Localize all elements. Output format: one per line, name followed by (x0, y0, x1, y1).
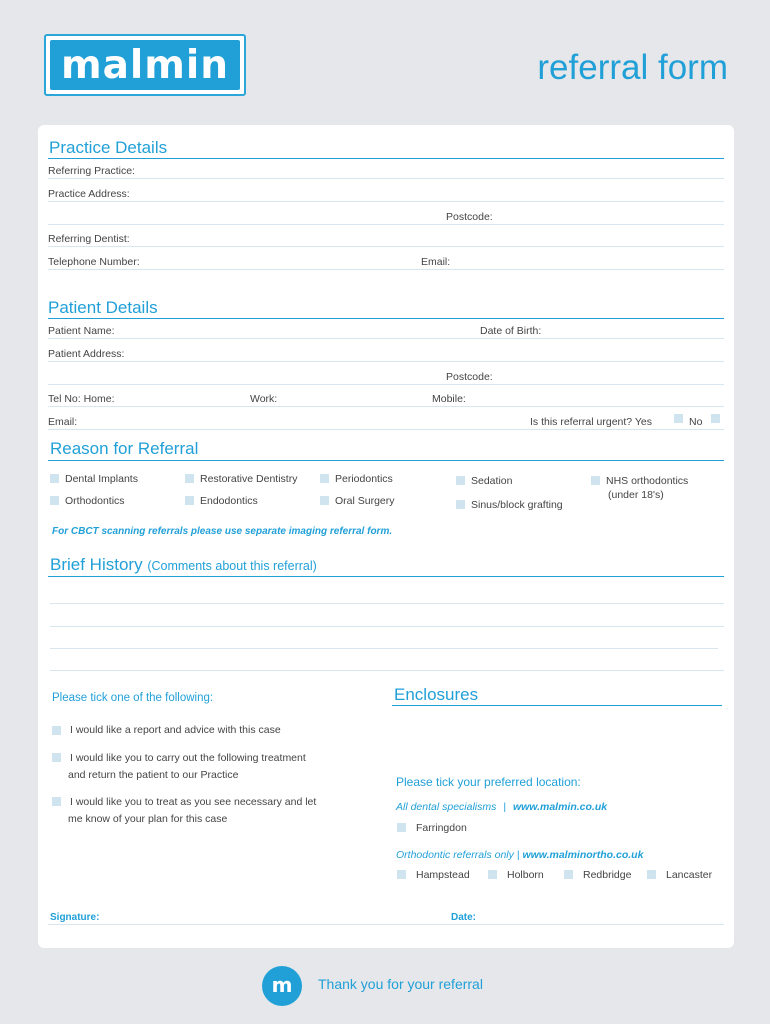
carry-out-treatment-checkbox[interactable] (52, 753, 61, 762)
thank-you-message: Thank you for your referral (318, 976, 483, 992)
holborn-checkbox[interactable] (488, 870, 497, 879)
history-line-3[interactable] (50, 648, 718, 649)
ortho-referrals-line (396, 849, 643, 861)
patient-name-label: Patient Name: (48, 325, 115, 337)
nhs-ortho-sublabel: (under 18's) (608, 489, 664, 501)
dental-implants-checkbox[interactable] (50, 474, 59, 483)
oral-surgery-label: Oral Surgery (335, 495, 395, 507)
signature-label: Signature: (50, 912, 100, 923)
enclosures-heading-rule (392, 705, 722, 706)
tel-mobile-label: Mobile: (432, 393, 466, 405)
lancaster-label: Lancaster (666, 869, 713, 881)
urgent-no-label: No (689, 416, 703, 428)
reason-heading-rule (48, 460, 724, 461)
malminortho-website-link[interactable]: www.malminortho.co.uk (522, 849, 644, 861)
practice-email-label: Email: (421, 256, 451, 268)
treat-as-necessary-checkbox[interactable] (52, 797, 61, 806)
patient-email-field[interactable] (48, 429, 724, 430)
history-line-4[interactable] (50, 670, 724, 671)
referring-dentist-label: Referring Dentist: (48, 233, 130, 245)
page-title: referral form (537, 48, 728, 87)
sedation-label: Sedation (471, 475, 513, 487)
all-specialisms-label: All dental specialisms (396, 801, 497, 813)
patient-postcode-label: Postcode: (446, 371, 493, 383)
patient-address-label: Patient Address: (48, 348, 125, 360)
patient-postcode-field[interactable] (48, 384, 724, 385)
sinus-grafting-label: Sinus/block grafting (471, 499, 563, 511)
endodontics-label: Endodontics (200, 495, 258, 507)
malmin-logo (44, 34, 246, 96)
periodontics-checkbox[interactable] (320, 474, 329, 483)
dob-label: Date of Birth: (480, 325, 542, 337)
redbridge-label: Redbridge (583, 869, 632, 881)
reason-heading: Reason for Referral (50, 439, 199, 458)
malmin-website-link[interactable]: www.malmin.co.uk (512, 801, 608, 813)
history-line-2[interactable] (50, 626, 724, 627)
orthodontics-checkbox[interactable] (50, 496, 59, 505)
date-label: Date: (451, 912, 477, 923)
practice-postcode-field[interactable] (48, 224, 724, 225)
dental-implants-label: Dental Implants (65, 473, 138, 485)
nhs-ortho-label: NHS orthodontics (606, 475, 689, 487)
all-specialisms-separator: | (503, 801, 507, 813)
referring-practice-label: Referring Practice: (48, 165, 135, 177)
hampstead-label: Hampstead (416, 869, 470, 881)
tick-heading: Please tick one of the following: (52, 692, 214, 704)
restorative-label: Restorative Dentistry (200, 473, 298, 485)
farringdon-checkbox[interactable] (397, 823, 406, 832)
urgent-no-checkbox[interactable] (711, 414, 720, 423)
cbct-note: For CBCT scanning referrals please use separate imaging referral form. (52, 526, 393, 537)
location-heading: Please tick your preferred location: (396, 775, 581, 789)
periodontics-label: Periodontics (335, 473, 393, 485)
lancaster-checkbox[interactable] (647, 870, 656, 879)
practice-address-field[interactable] (48, 201, 724, 202)
patient-address-field[interactable] (48, 361, 724, 362)
referring-dentist-field[interactable] (48, 246, 724, 247)
patient-email-label: Email: (48, 416, 78, 428)
history-subtitle: (Comments about this referral) (147, 559, 317, 573)
farringdon-label: Farringdon (416, 822, 467, 834)
practice-postcode-label: Postcode: (446, 211, 493, 223)
ortho-referrals-label: Orthodontic referrals only | (396, 849, 520, 861)
redbridge-checkbox[interactable] (564, 870, 573, 879)
endodontics-checkbox[interactable] (185, 496, 194, 505)
practice-heading-rule (48, 158, 724, 159)
practice-details-heading: Practice Details (49, 138, 168, 157)
holborn-label: Holborn (507, 869, 544, 881)
practice-address-label: Practice Address: (48, 188, 130, 200)
history-heading-rule (48, 576, 724, 577)
hampstead-checkbox[interactable] (397, 870, 406, 879)
urgent-label: Is this referral urgent? Yes (530, 416, 652, 428)
telephone-email-field[interactable] (48, 269, 724, 270)
carry-out-treatment-label-2: and return the patient to our Practice (68, 769, 239, 781)
tel-home-label: Tel No: Home: (48, 393, 115, 405)
sinus-grafting-checkbox[interactable] (456, 500, 465, 509)
logo-text: malmin (60, 43, 230, 88)
patient-details-heading: Patient Details (48, 298, 158, 317)
sedation-checkbox[interactable] (456, 476, 465, 485)
report-advice-label: I would like a report and advice with this case (70, 724, 281, 736)
orthodontics-label: Orthodontics (65, 495, 125, 507)
all-specialisms-line (396, 801, 607, 813)
treat-as-necessary-label: I would like you to treat as you see necessary and let (70, 796, 317, 808)
history-title: Brief History (50, 555, 143, 574)
nhs-ortho-checkbox[interactable] (591, 476, 600, 485)
history-line-1[interactable] (50, 603, 724, 604)
report-advice-checkbox[interactable] (52, 726, 61, 735)
urgent-yes-checkbox[interactable] (674, 414, 683, 423)
signature-field[interactable] (48, 924, 724, 925)
patient-name-field[interactable] (48, 338, 724, 339)
restorative-checkbox[interactable] (185, 474, 194, 483)
carry-out-treatment-label: I would like you to carry out the following treatment (70, 752, 306, 764)
tel-work-label: Work: (250, 393, 278, 405)
footer-logo-letter: m (271, 973, 293, 997)
referring-practice-field[interactable] (48, 178, 724, 179)
history-heading (50, 555, 317, 576)
telephone-label: Telephone Number: (48, 256, 140, 268)
enclosures-heading: Enclosures (394, 685, 479, 704)
patient-heading-rule (48, 318, 724, 319)
treat-as-necessary-label-2: me know of your plan for this case (68, 813, 228, 825)
tel-field[interactable] (48, 406, 724, 407)
malmin-footer-logo (262, 966, 302, 1006)
oral-surgery-checkbox[interactable] (320, 496, 329, 505)
